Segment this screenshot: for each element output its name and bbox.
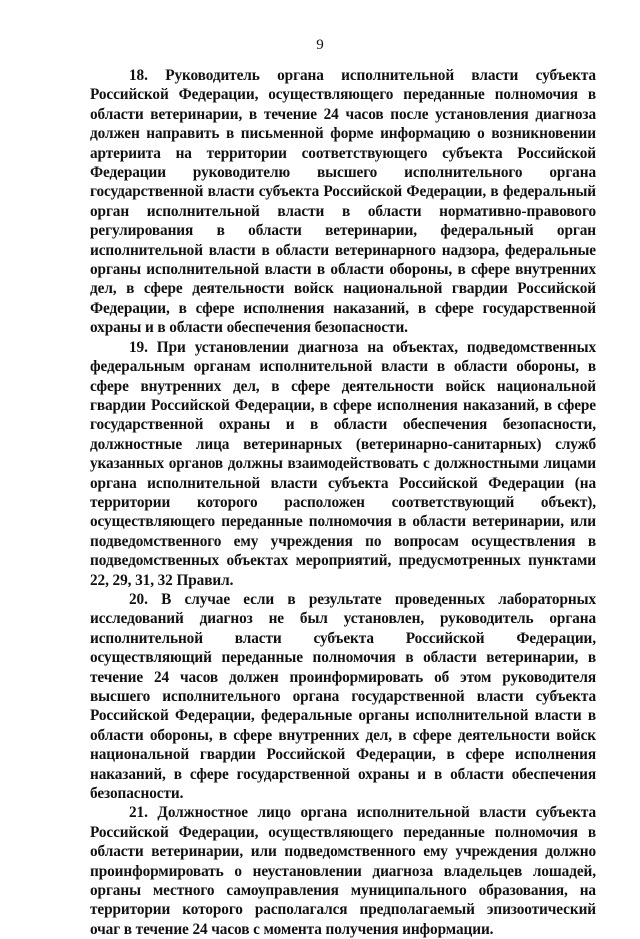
paragraph-21: 21. Должностное лицо органа исполнительной власти субъекта Российской Федерации, осуществляющего переданные полномочия в области ветеринарии, или подведомственного ему учреждения должно проинформировать о неустановлении диагноза владельцев лошадей, органы местного самоуправления муниципального образования, на территории которого располагался предполагаемый эпизоотический очаг в течение 24 часов с момента получения информации. [90,804,596,938]
paragraph-19: 19. При установлении диагноза на объектах, подведомственных федеральным органам исполнительной власти в области обороны, в сфере внутренних дел, в сфере деятельности войск национальной гвардии Российской Федерации, в сфере исполнения наказаний, в сфере государственной охраны и в области обеспечения безопасности, должностные лица ветеринарных (ветеринарно-санитарных) служб указанных органов должны взаимодействовать с должностными лицами органа исполнительной власти субъекта Российской Федерации (на территории которого расположен соответствующий объект), осуществляющего переданные полномочия в области ветеринарии, или подведомственного ему учреждения по вопросам осуществления в подведомственных объектах мероприятий, предусмотренных пунктами 22, 29, 31, 32 Правил. [90,338,596,589]
page-number: 9 [316,37,324,53]
paragraph-20: 20. В случае если в результате проведенных лабораторных исследований диагноз не был установлен, руководитель органа исполнительной власти субъекта Российской Федерации, осуществляющий переданные полномочия в области ветеринарии, в течение 24 часов должен проинформировать об этом руководителя высшего исполнительного органа государственной власти субъекта Российской Федерации, федеральные органы исполнительной власти в области обороны, в сфере внутренних дел, в сфере деятельности войск национальной гвардии Российской Федерации, в сфере исполнения наказаний, в сфере государственной охраны и в области обеспечения безопасности. [90,590,596,803]
paragraph-18: 18. Руководитель органа исполнительной власти субъекта Российской Федерации, осуществляющего переданные полномочия в области ветеринарии, в течение 24 часов после установления диагноза должен направить в письменной форме информацию о возникновении артериита на территории соответствующего субъекта Российской Федерации руководителю высшего исполнительного органа государственной власти субъекта Российской Федерации, в федеральный орган исполнительной власти в области нормативно-правового регулирования в области ветеринарии, федеральный орган исполнительной власти в области ветеринарного надзора, федеральные органы исполнительной власти в области обороны, в сфере внутренних дел, в сфере деятельности войск национальной гвардии Российской Федерации, в сфере исполнения наказаний, в сфере государственной охраны и в области обеспечения безопасности. [90,67,596,337]
document-body [90,66,596,939]
